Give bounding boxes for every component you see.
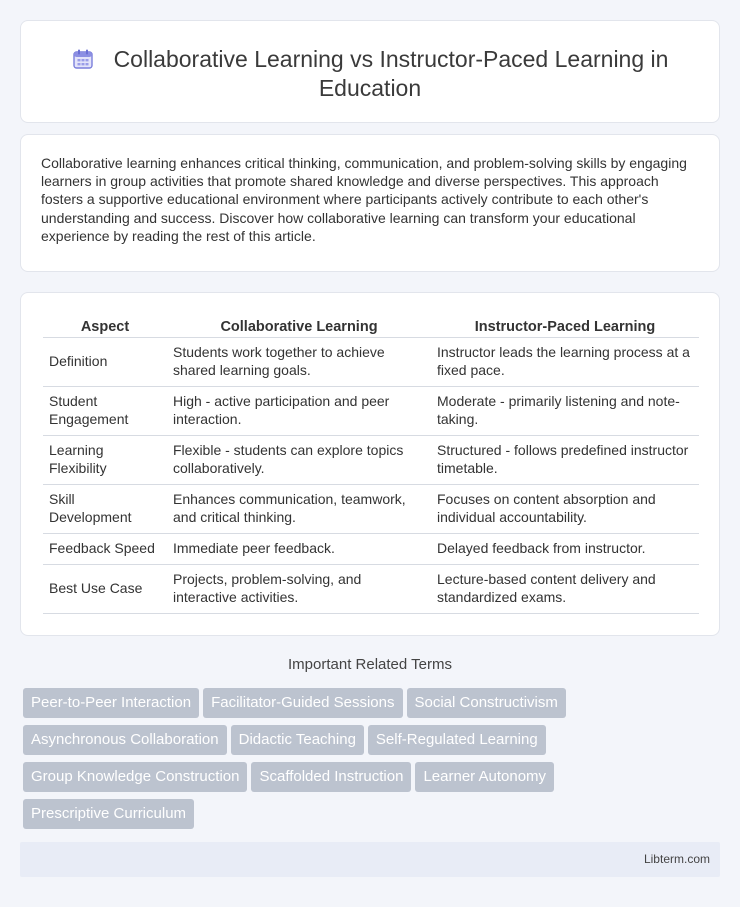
table-row [43, 484, 699, 533]
row-collaborative: Projects, problem-solving, and interactive activities. [167, 564, 431, 613]
row-aspect: Learning Flexibility [43, 435, 167, 484]
title-card [20, 20, 720, 123]
related-term-tag[interactable]: Prescriptive Curriculum [23, 799, 194, 829]
intro-paragraph: Collaborative learning enhances critical thinking, communication, and problem-solving skills by engaging learners in group activities that promote shared knowledge and diverse perspectives. This approach fosters a supportive educational environment where participants actively contribute to each other's understanding and success. Discover how collaborative learning can transform your educational experience by reading the rest of this article. [41, 155, 687, 244]
row-aspect: Student Engagement [43, 386, 167, 435]
related-terms-list [23, 688, 713, 836]
footer-site-link[interactable]: Libterm.com [643, 852, 710, 866]
table-row [43, 533, 699, 564]
row-instructor-paced: Focuses on content absorption and individual accountability. [431, 484, 699, 533]
related-term-tag[interactable]: Asynchronous Collaboration [23, 725, 227, 755]
row-collaborative: High - active participation and peer interaction. [167, 386, 431, 435]
header-collaborative: Collaborative Learning [167, 315, 431, 337]
row-aspect: Definition [43, 337, 167, 386]
table-row [43, 435, 699, 484]
row-collaborative: Students work together to achieve shared learning goals. [167, 337, 431, 386]
row-aspect: Best Use Case [43, 564, 167, 613]
related-term-tag[interactable]: Peer-to-Peer Interaction [23, 688, 199, 718]
related-term-tag[interactable]: Didactic Teaching [231, 725, 364, 755]
header-aspect: Aspect [43, 315, 167, 337]
comparison-table [43, 315, 699, 614]
comparison-card [20, 292, 720, 636]
related-terms-heading: Important Related Terms [288, 656, 452, 673]
row-instructor-paced: Delayed feedback from instructor. [431, 533, 699, 564]
row-instructor-paced: Instructor leads the learning process at a fixed pace. [431, 337, 699, 386]
related-term-tag[interactable]: Group Knowledge Construction [23, 762, 247, 792]
row-instructor-paced: Lecture-based content delivery and standardized exams. [431, 564, 699, 613]
footer [20, 842, 720, 877]
row-collaborative: Flexible - students can explore topics collaboratively. [167, 435, 431, 484]
tag-row [23, 725, 713, 762]
table-header-row [43, 315, 699, 337]
related-term-tag[interactable]: Self-Regulated Learning [368, 725, 546, 755]
table-row [43, 564, 699, 613]
table-row [43, 337, 699, 386]
tag-row [23, 799, 713, 836]
intro-card [20, 134, 720, 272]
related-term-tag[interactable]: Scaffolded Instruction [251, 762, 411, 792]
row-aspect: Feedback Speed [43, 533, 167, 564]
header-instructor-paced: Instructor-Paced Learning [431, 315, 699, 337]
tag-row [23, 762, 713, 799]
row-collaborative: Immediate peer feedback. [167, 533, 431, 564]
page-title [51, 45, 689, 103]
row-instructor-paced: Structured - follows predefined instructor timetable. [431, 435, 699, 484]
row-instructor-paced: Moderate - primarily listening and note-taking. [431, 386, 699, 435]
related-term-tag[interactable]: Social Constructivism [407, 688, 566, 718]
table-row [43, 386, 699, 435]
calendar-icon [72, 48, 94, 70]
tag-row [23, 688, 713, 725]
related-term-tag[interactable]: Facilitator-Guided Sessions [203, 688, 402, 718]
related-term-tag[interactable]: Learner Autonomy [415, 762, 554, 792]
page-title-text: Collaborative Learning vs Instructor-Paced Learning in Education [113, 46, 669, 101]
row-collaborative: Enhances communication, teamwork, and critical thinking. [167, 484, 431, 533]
row-aspect: Skill Development [43, 484, 167, 533]
